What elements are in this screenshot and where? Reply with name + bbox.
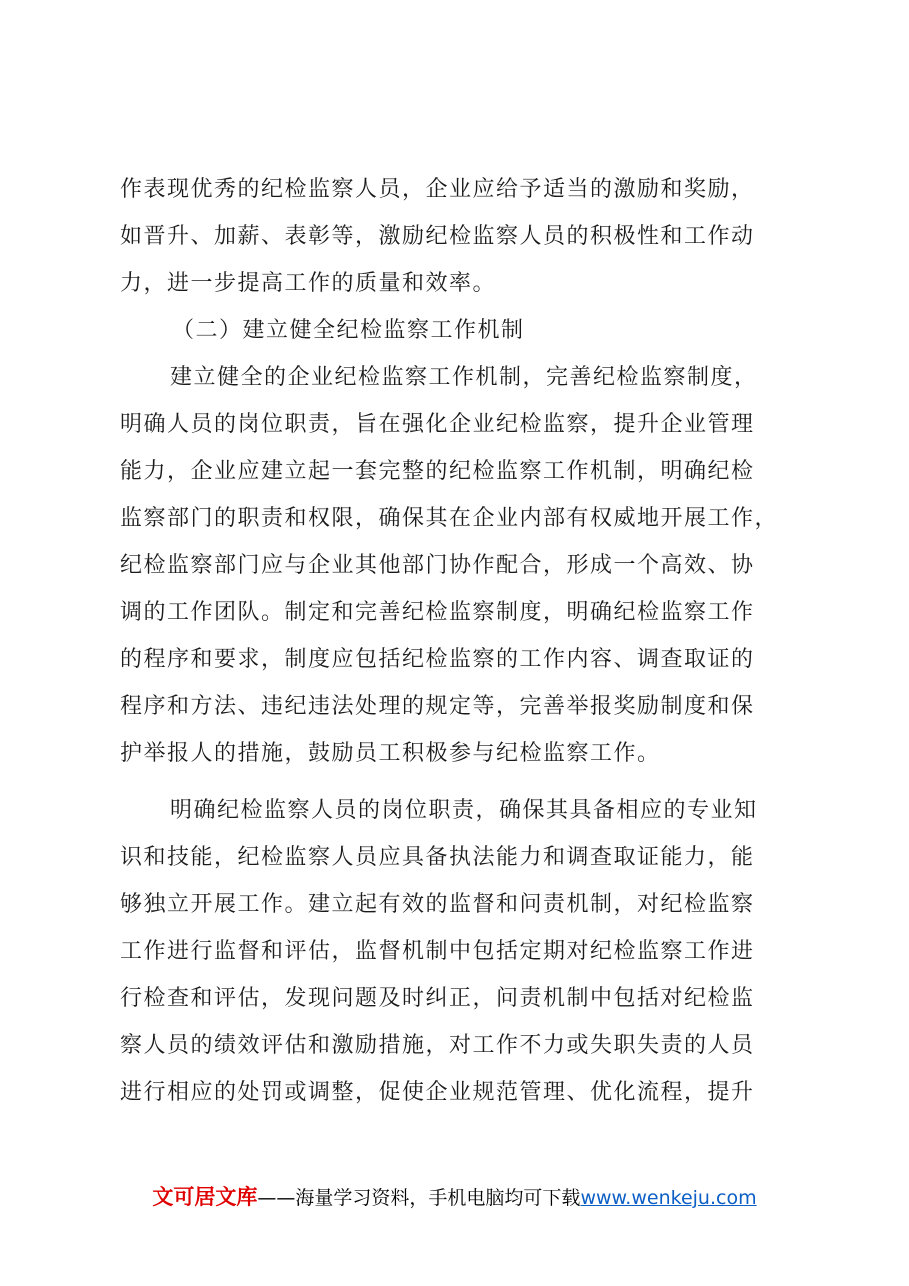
paragraph-line: 建立健全的企业纪检监察工作机制，完善纪检监察制度， (170, 365, 758, 390)
paragraph-line: 够独立开展工作。建立起有效的监督和问责机制，对纪检监察 (120, 892, 755, 917)
document-body (120, 166, 810, 1116)
paragraph-line: 的程序和要求，制度应包括纪检监察的工作内容、调查取证的 (120, 647, 755, 672)
paragraph-line: 行检查和评估，发现问题及时纠正，问责机制中包括对纪检监 (120, 986, 755, 1011)
paragraph-line: 能力，企业应建立起一套完整的纪检监察工作机制，明确纪检 (120, 459, 755, 484)
footer-link[interactable]: www.wenkeju.com (580, 1187, 757, 1209)
paragraph-line: 护举报人的措施，鼓励员工积极参与纪检监察工作。 (120, 741, 661, 766)
footer-brand: 文可居文库 (152, 1185, 258, 1209)
footer-tagline: ——海量学习资料，手机电脑均可下载 (257, 1187, 581, 1209)
paragraph-line: 纪检监察部门应与企业其他部门协作配合，形成一个高效、协 (120, 553, 755, 578)
paragraph-line: 力，进一步提高工作的质量和效率。 (120, 271, 497, 296)
paragraph-line: 工作进行监督和评估，监督机制中包括定期对纪检监察工作进 (120, 939, 755, 964)
paragraph-line: 明确人员的岗位职责，旨在强化企业纪检监察，提升企业管理 (120, 412, 755, 437)
paragraph-line: 监察部门的职责和权限，确保其在企业内部有权威地开展工作， (120, 506, 779, 531)
paragraph-line: 如晋升、加薪、表彰等，激励纪检监察人员的积极性和工作动 (120, 224, 755, 249)
paragraph-line: 调的工作团队。制定和完善纪检监察制度，明确纪检监察工作 (120, 600, 755, 625)
paragraph-line: 作表现优秀的纪检监察人员，企业应给予适当的激励和奖励， (120, 177, 755, 202)
section-heading: （二）建立健全纪检监察工作机制 (172, 318, 525, 343)
paragraph-line: 进行相应的处罚或调整，促使企业规范管理、优化流程，提升 (120, 1080, 755, 1105)
paragraph-line: 识和技能，纪检监察人员应具备执法能力和调查取证能力，能 (120, 845, 755, 870)
paragraph-line: 程序和方法、违纪违法处理的规定等，完善举报奖励制度和保 (120, 694, 755, 719)
paragraph-line: 明确纪检监察人员的岗位职责，确保其具备相应的专业知 (170, 798, 758, 823)
page-footer (0, 1181, 909, 1211)
paragraph-line: 察人员的绩效评估和激励措施，对工作不力或失职失责的人员 (120, 1033, 755, 1058)
